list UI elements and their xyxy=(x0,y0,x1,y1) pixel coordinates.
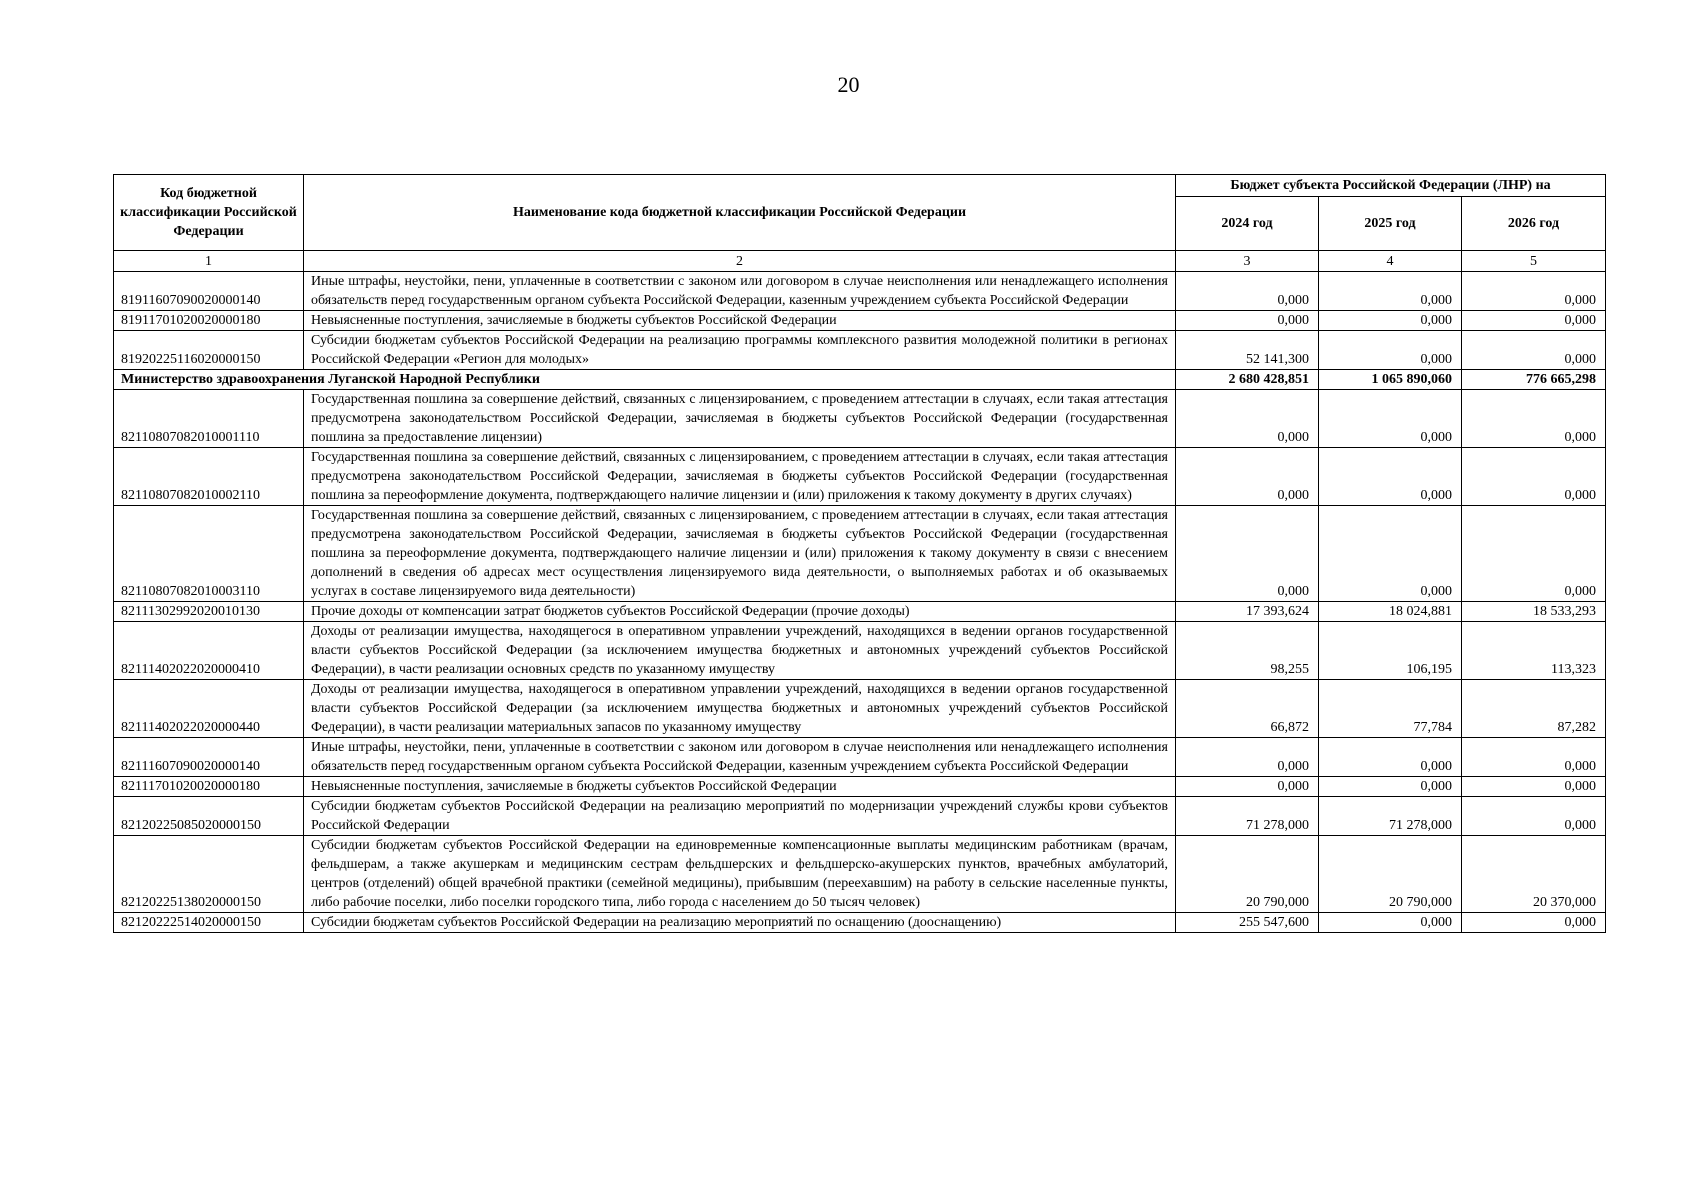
value-2026: 0,000 xyxy=(1462,506,1606,602)
value-2024: 255 547,600 xyxy=(1176,913,1319,933)
value-2024: 2 680 428,851 xyxy=(1176,370,1319,390)
value-2026: 0,000 xyxy=(1462,738,1606,777)
budget-code: 82110807082010001110 xyxy=(114,390,304,448)
value-2026: 18 533,293 xyxy=(1462,602,1606,622)
budget-item-name: Невыясненные поступления, зачисляемые в бюджеты субъектов Российской Федерации xyxy=(304,311,1176,331)
budget-item-name: Государственная пошлина за совершение действий, связанных с лицензированием, с проведением аттестации в случаях, если такая аттестация предусмотрена законодательством Российской Федерации, зачисляемая в бюджеты субъектов Российской Федерации (государственная пошлина за предоставление лицензии) xyxy=(304,390,1176,448)
budget-item-name: Государственная пошлина за совершение действий, связанных с лицензированием, с проведением аттестации в случаях, если такая аттестация предусмотрена законодательством Российской Федерации, зачисляемая в бюджеты субъектов Российской Федерации (государственная пошлина за переоформление документа, подтверждающего наличие лицензии и (или) приложения к такому документу в связи с внесением дополнений в сведения об адресах мест осуществления лицензируемого вида деятельности, о выполняемых работах и об оказываемых услугах в составе лицензируемого вида деятельности) xyxy=(304,506,1176,602)
header-year-2026: 2026 год xyxy=(1462,197,1606,251)
section-name: Министерство здравоохранения Луганской Народной Республики xyxy=(114,370,1176,390)
budget-code: 82111701020020000180 xyxy=(114,777,304,797)
table-row xyxy=(114,836,1606,913)
value-2024: 20 790,000 xyxy=(1176,836,1319,913)
value-2025: 20 790,000 xyxy=(1319,836,1462,913)
table-row xyxy=(114,797,1606,836)
value-2024: 66,872 xyxy=(1176,680,1319,738)
table-row xyxy=(114,738,1606,777)
budget-item-name: Субсидии бюджетам субъектов Российской Федерации на единовременные компенсационные выплаты медицинским работникам (врачам, фельдшерам, а также акушеркам и медицинским сестрам фельдшерских и фельдшерско-акушерских пунктов, врачебных амбулаторий, центров (отделений) общей врачебной практики (семейной медицины), прибывшим (переехавшим) на работу в сельские населенные пункты, либо рабочие поселки, либо поселки городского типа, либо города с населением до 50 тысяч человек) xyxy=(304,836,1176,913)
budget-item-name: Государственная пошлина за совершение действий, связанных с лицензированием, с проведением аттестации в случаях, если такая аттестация предусмотрена законодательством Российской Федерации, зачисляемая в бюджеты субъектов Российской Федерации (государственная пошлина за переоформление документа, подтверждающего наличие лицензии и (или) приложения к такому документу в других случаях) xyxy=(304,448,1176,506)
header-code: Код бюджетной классификации Российской Федерации xyxy=(114,175,304,251)
value-2024: 0,000 xyxy=(1176,738,1319,777)
header-budget-group: Бюджет субъекта Российской Федерации (ЛНР) на xyxy=(1176,175,1606,197)
section-row xyxy=(114,370,1606,390)
header-year-2025: 2025 год xyxy=(1319,197,1462,251)
budget-code: 82120225138020000150 xyxy=(114,836,304,913)
budget-item-name: Доходы от реализации имущества, находящегося в оперативном управлении учреждений, находящихся в ведении органов государственной власти субъектов Российской Федерации (за исключением имущества бюджетных и автономных учреждений субъектов Российской Федерации), в части реализации материальных запасов по указанному имуществу xyxy=(304,680,1176,738)
value-2026: 0,000 xyxy=(1462,797,1606,836)
table-row xyxy=(114,506,1606,602)
value-2025: 0,000 xyxy=(1319,777,1462,797)
table-row xyxy=(114,913,1606,933)
header-year-2024: 2024 год xyxy=(1176,197,1319,251)
value-2026: 0,000 xyxy=(1462,311,1606,331)
value-2024: 71 278,000 xyxy=(1176,797,1319,836)
table-row xyxy=(114,602,1606,622)
budget-item-name: Доходы от реализации имущества, находящегося в оперативном управлении учреждений, находящихся в ведении органов государственной власти субъектов Российской Федерации (за исключением имущества бюджетных и автономных учреждений субъектов Российской Федерации), в части реализации основных средств по указанному имуществу xyxy=(304,622,1176,680)
table-row xyxy=(114,272,1606,311)
value-2024: 0,000 xyxy=(1176,777,1319,797)
budget-item-name: Иные штрафы, неустойки, пени, уплаченные в соответствии с законом или договором в случае неисполнения или ненадлежащего исполнения обязательств перед государственным органом субъекта Российской Федерации, казенным учреждением субъекта Российской Федерации xyxy=(304,272,1176,311)
budget-table xyxy=(113,174,1606,933)
table-row xyxy=(114,777,1606,797)
table-row xyxy=(114,448,1606,506)
value-2025: 0,000 xyxy=(1319,738,1462,777)
value-2024: 52 141,300 xyxy=(1176,331,1319,370)
budget-code: 82111402022020000440 xyxy=(114,680,304,738)
value-2025: 106,195 xyxy=(1319,622,1462,680)
value-2025: 71 278,000 xyxy=(1319,797,1462,836)
table-body xyxy=(114,272,1606,933)
value-2025: 0,000 xyxy=(1319,506,1462,602)
budget-code: 82110807082010002110 xyxy=(114,448,304,506)
value-2026: 776 665,298 xyxy=(1462,370,1606,390)
value-2025: 0,000 xyxy=(1319,331,1462,370)
value-2024: 17 393,624 xyxy=(1176,602,1319,622)
value-2026: 0,000 xyxy=(1462,390,1606,448)
value-2026: 0,000 xyxy=(1462,777,1606,797)
value-2025: 0,000 xyxy=(1319,390,1462,448)
col-number: 3 xyxy=(1176,251,1319,272)
budget-item-name: Субсидии бюджетам субъектов Российской Федерации на реализацию мероприятий по модернизации учреждений службы крови субъектов Российской Федерации xyxy=(304,797,1176,836)
budget-code: 81911701020020000180 xyxy=(114,311,304,331)
col-number: 1 xyxy=(114,251,304,272)
col-number: 2 xyxy=(304,251,1176,272)
value-2026: 0,000 xyxy=(1462,272,1606,311)
budget-code: 81911607090020000140 xyxy=(114,272,304,311)
value-2024: 0,000 xyxy=(1176,506,1319,602)
value-2024: 98,255 xyxy=(1176,622,1319,680)
budget-item-name: Невыясненные поступления, зачисляемые в бюджеты субъектов Российской Федерации xyxy=(304,777,1176,797)
value-2024: 0,000 xyxy=(1176,390,1319,448)
header-name: Наименование кода бюджетной классификации Российской Федерации xyxy=(304,175,1176,251)
budget-item-name: Прочие доходы от компенсации затрат бюджетов субъектов Российской Федерации (прочие доходы) xyxy=(304,602,1176,622)
value-2024: 0,000 xyxy=(1176,311,1319,331)
table-row xyxy=(114,331,1606,370)
value-2026: 0,000 xyxy=(1462,448,1606,506)
value-2025: 0,000 xyxy=(1319,448,1462,506)
budget-item-name: Субсидии бюджетам субъектов Российской Федерации на реализацию программы комплексного развития молодежной политики в регионах Российской Федерации «Регион для молодых» xyxy=(304,331,1176,370)
col-number: 5 xyxy=(1462,251,1606,272)
value-2024: 0,000 xyxy=(1176,272,1319,311)
value-2025: 0,000 xyxy=(1319,272,1462,311)
value-2025: 0,000 xyxy=(1319,913,1462,933)
value-2026: 113,323 xyxy=(1462,622,1606,680)
value-2025: 18 024,881 xyxy=(1319,602,1462,622)
table-row xyxy=(114,622,1606,680)
table-row xyxy=(114,680,1606,738)
value-2025: 77,784 xyxy=(1319,680,1462,738)
value-2025: 0,000 xyxy=(1319,311,1462,331)
value-2026: 20 370,000 xyxy=(1462,836,1606,913)
page-number: 20 xyxy=(837,72,860,97)
value-2026: 0,000 xyxy=(1462,913,1606,933)
budget-code: 82120225085020000150 xyxy=(114,797,304,836)
budget-item-name: Субсидии бюджетам субъектов Российской Федерации на реализацию мероприятий по оснащению (дооснащению) xyxy=(304,913,1176,933)
table-row xyxy=(114,311,1606,331)
budget-code: 82111402022020000410 xyxy=(114,622,304,680)
budget-code: 81920225116020000150 xyxy=(114,331,304,370)
budget-code: 82111302992020010130 xyxy=(114,602,304,622)
value-2026: 87,282 xyxy=(1462,680,1606,738)
value-2026: 0,000 xyxy=(1462,331,1606,370)
value-2024: 0,000 xyxy=(1176,448,1319,506)
budget-code: 82120222514020000150 xyxy=(114,913,304,933)
table-row xyxy=(114,390,1606,448)
value-2025: 1 065 890,060 xyxy=(1319,370,1462,390)
budget-code: 82110807082010003110 xyxy=(114,506,304,602)
col-number: 4 xyxy=(1319,251,1462,272)
budget-code: 82111607090020000140 xyxy=(114,738,304,777)
budget-item-name: Иные штрафы, неустойки, пени, уплаченные в соответствии с законом или договором в случае неисполнения или ненадлежащего исполнения обязательств перед государственным органом субъекта Российской Федерации, казенным учреждением субъекта Российской Федерации xyxy=(304,738,1176,777)
